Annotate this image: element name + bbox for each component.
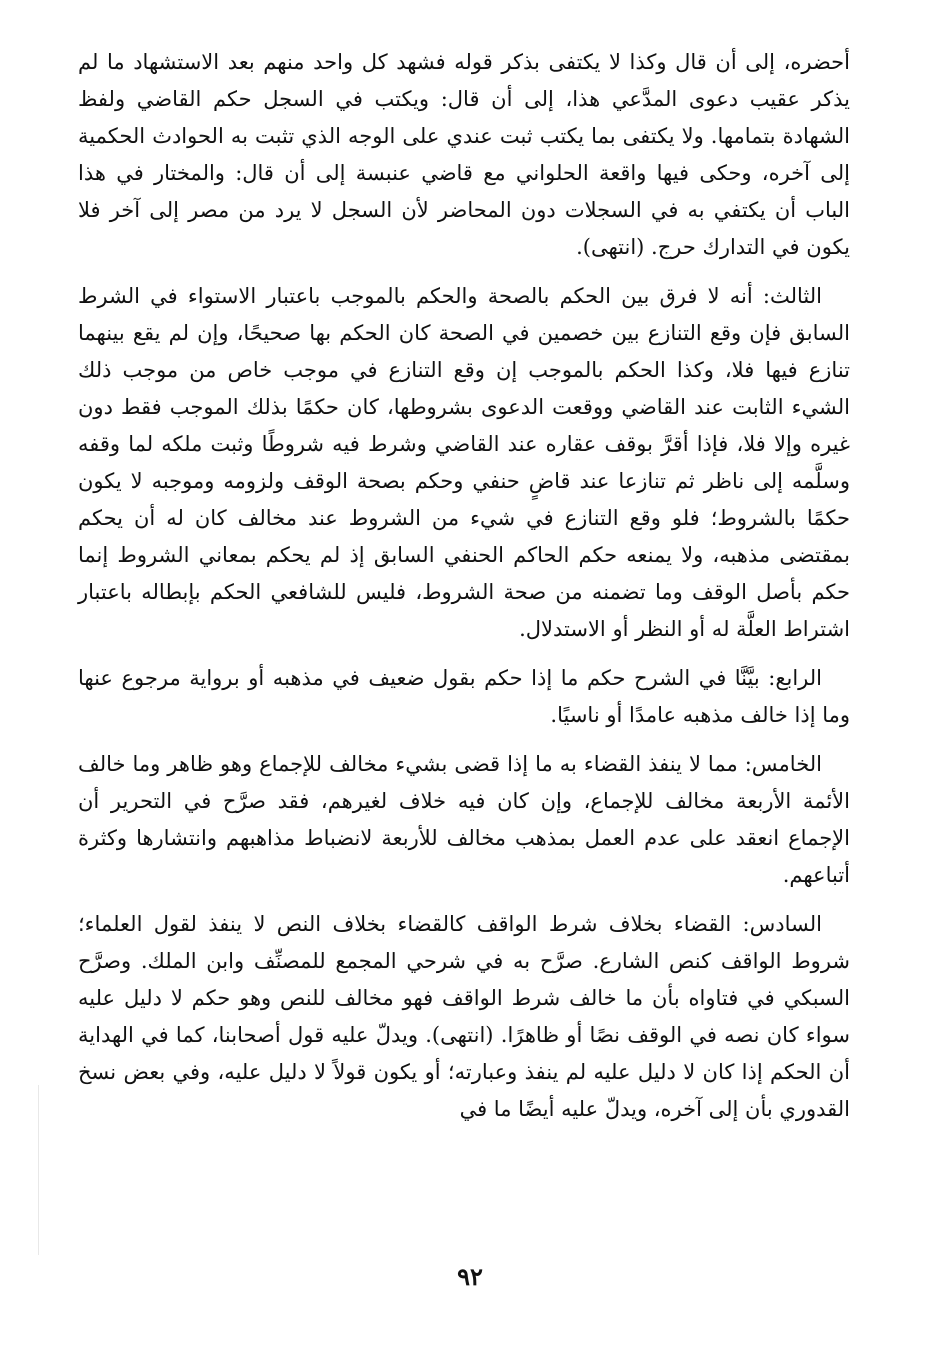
scan-edge-line <box>38 1085 39 1255</box>
paragraph-sixth: السادس: القضاء بخلاف شرط الواقف كالقضاء بخلاف النص لا ينفذ لقول العلماء؛ شروط الواقف كنص الشارع. صرَّح به في شرحي المجمع للمصنِّف وابن الملك. وصرَّح السبكي في فتاواه بأن ما خالف شرط الواقف فهو مخالف للنص وهو حكم لا دليل عليه سواء كان نصه في الوقف نصًا أو ظاهرًا. (انتهى). ويدلّ عليه قول أصحابنا، كما في الهداية أن الحكم إذا كان لا دليل عليه لم ينفذ وعبارته؛ أو يكون قولاً لا دليل عليه، وفي بعض نسخ القدوري بأن إلى آخره، ويدلّ عليه أيضًا ما في <box>78 912 850 1121</box>
paragraph-fourth: الرابع: بيَّنَّا في الشرح حكم ما إذا حكم بقول ضعيف في مذهبه أو برواية مرجوع عنها وما إذا خالف مذهبه عامدًا أو ناسيًا. <box>78 666 850 727</box>
page-body <box>78 44 850 1140</box>
page-number: ٩٢ <box>457 1262 483 1291</box>
paragraph-fifth: الخامس: مما لا ينفذ القضاء به ما إذا قضى بشيء مخالف للإجماع وهو ظاهر وما خالف الأئمة الأربعة مخالف للإجماع، وإن كان فيه خلاف لغيرهم، فقد صرَّح في التحرير أن الإجماع انعقد على عدم العمل بمذهب مخالف للأربعة لانضباط مذاهبهم وانتشارها وكثرة أتباعهم. <box>78 752 850 887</box>
paragraph-third: الثالث: أنه لا فرق بين الحكم بالصحة والحكم بالموجب باعتبار الاستواء في الشرط السابق فإن وقع التنازع بين خصمين في الصحة كان الحكم بها صحيحًا، وإن لم يقع بينهما تنازع فيها فلا، وكذا الحكم بالموجب إن وقع التنازع في موجب خاص من موجب ذلك الشيء الثابت عند القاضي ووقعت الدعوى بشروطها، كان حكمًا بذلك الموجب فقط دون غيره وإلا فلا، فإذا أقرَّ بوقف عقاره عند القاضي وشرط فيه شروطًا وثبت ملكه لما وقفه وسلَّمه إلى ناظر ثم تنازعا عند قاضٍ حنفي وحكم بصحة الوقف ولزومه وموجبه لا يكون حكمًا بالشروط؛ فلو وقع التنازع في شيء من الشروط عند مخالف كان له أن يحكم بمقتضى مذهبه، ولا يمنعه حكم الحاكم الحنفي السابق إذ لم يحكم بمعاني الشروط إنما حكم بأصل الوقف وما تضمنه من صحة الشروط، فليس للشافعي الحكم بإبطاله باعتبار اشتراط العلَّة له أو النظر أو الاستدلال. <box>78 284 850 641</box>
paragraph-continuation: أحضره، إلى أن قال وكذا لا يكتفى بذكر قوله فشهد كل واحد منهم بعد الاستشهاد ما لم يذكر عقيب دعوى المدَّعي هذا، إلى أن قال: ويكتب في السجل حكم القاضي ولفظ الشهادة بتمامها. ولا يكتفى بما يكتب ثبت عندي على الوجه الذي تثبت به الحوادث الحكمية إلى آخره، وحكى فيها واقعة الحلواني مع قاضي عنبسة إلى أن قال: والمختار في هذا الباب أن يكتفي به في السجلات دون المحاضر لأن السجل لا يرد من مصر إلى آخر فلا يكون في التدارك حرج. (انتهى). <box>78 50 850 259</box>
